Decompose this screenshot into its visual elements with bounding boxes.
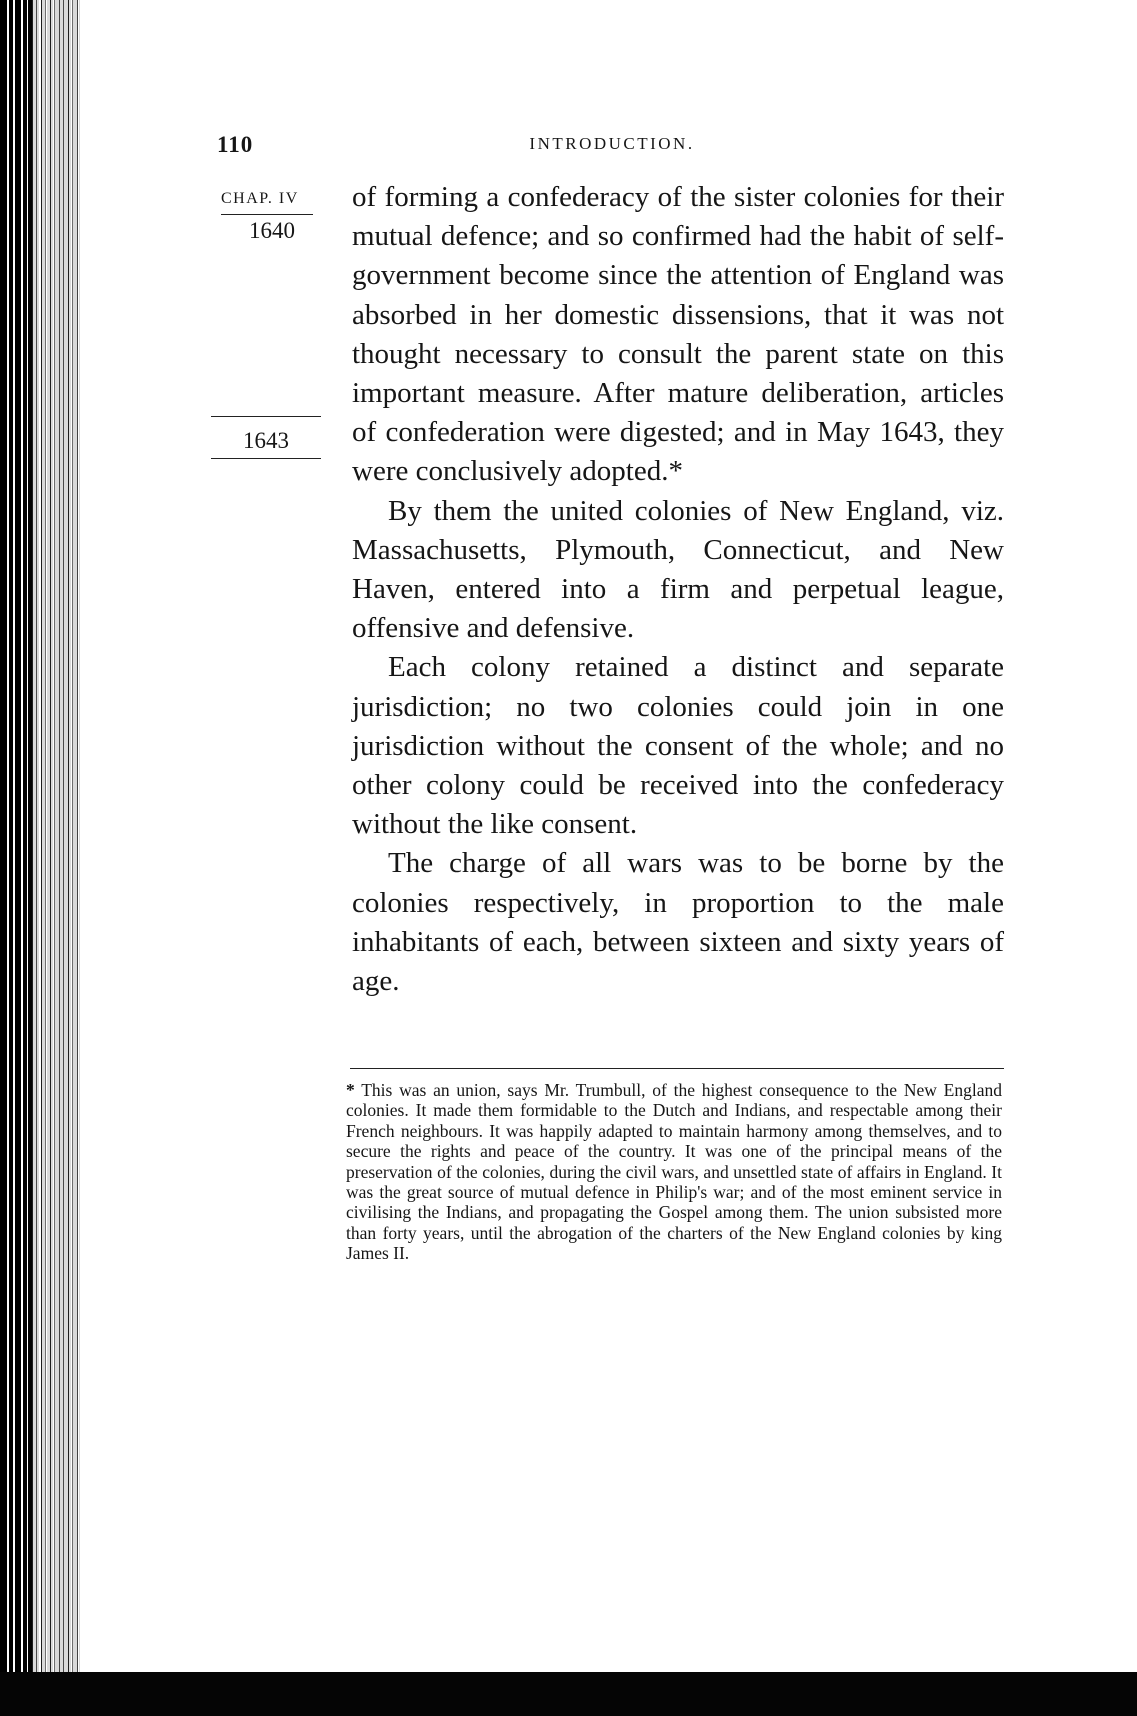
margin-year-1643: 1643 — [243, 428, 289, 453]
paragraph: The charge of all wars was to be borne by the colonies respectively, in proportion to the male inhabitants of each, between sixteen and sixty years of age. — [352, 847, 1004, 998]
binding-shadow — [32, 0, 80, 1716]
paragraph: By them the united colonies of New England, viz. Massachusetts, Plymouth, Connecticut, and New Haven, entered into a firm and perpetual league, offensive and defensive. — [352, 494, 1004, 645]
scan-bottom-edge — [0, 1672, 1137, 1716]
running-title: INTRODUCTION. — [529, 134, 695, 153]
margin-notes — [215, 180, 330, 520]
paragraph: Each colony retained a distinct and separate jurisdiction; no two colonies could join in one jurisdiction without the consent of the whole; and no other colony could be received into the confederacy without the like consent. — [352, 651, 1004, 841]
body-text — [352, 178, 1004, 1001]
margin-rule — [211, 458, 321, 459]
footnote-divider — [350, 1068, 1004, 1069]
margin-year-1640: 1640 — [249, 218, 295, 243]
footnote-text: This was an union, says Mr. Trumbull, of the highest consequence to the New England colonies. It made them formidable to the Dutch and Indians, and respectable among their French neighbours. It was happily adapted to maintain harmony among themselves, and to secure the rights and peace of the country. It was one of the principal means of the preservation of the colonies, during the civil wars, and unsettled state of affairs in England. It was the great source of mutual defence in Philip's war; and of the most eminent service in civilising the Indians, and propagating the Gospel among them. The union subsisted more than forty years, until the abrogation of the charters of the New England colonies by king James II. — [346, 1080, 1002, 1264]
footnote — [346, 1080, 1002, 1264]
paragraph: of forming a confederacy of the sister colonies for their mutual defence; and so confirmed had the habit of self-government become since the attention of England was absorbed in her domestic dissensions, that it was not thought necessary to consult the parent state on this important measure. After mature deliberation, articles of confederation were digested; and in May 1643, they were conclusively adopted.* — [352, 181, 1004, 488]
footnote-marker: * — [346, 1080, 355, 1100]
margin-rule — [221, 214, 313, 215]
margin-rule — [211, 416, 321, 417]
running-head — [217, 132, 1007, 162]
chapter-label: CHAP. IV — [221, 190, 299, 207]
page-number: 110 — [217, 132, 254, 157]
